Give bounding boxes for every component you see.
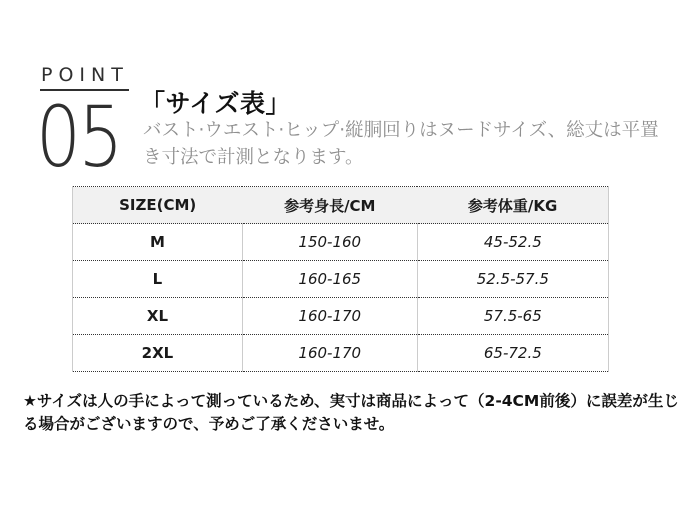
table-row (73, 261, 609, 298)
table-row (73, 224, 609, 261)
point-label: POINT (40, 66, 129, 91)
point-number: 05 (36, 88, 121, 186)
cell-height: 160-170 (242, 335, 417, 372)
column-header-weight: 参考体重/KG (417, 187, 608, 224)
cell-weight: 57.5-65 (417, 298, 608, 335)
measurement-disclaimer-line1: ★サイズは人の手によって測っているため、実寸は商品によって（2-4CM前後）に誤差が生じ (23, 392, 679, 410)
size-table-header-row (73, 187, 609, 224)
cell-weight: 52.5-57.5 (417, 261, 608, 298)
cell-size: M (73, 224, 243, 261)
cell-weight: 65-72.5 (417, 335, 608, 372)
measurement-disclaimer-line2: る場合がございますので、予めご了承くださいませ。 (23, 415, 395, 433)
cell-height: 160-170 (242, 298, 417, 335)
table-row (73, 335, 609, 372)
column-header-size: SIZE(CM) (73, 187, 243, 224)
cell-weight: 45-52.5 (417, 224, 608, 261)
cell-size: L (73, 261, 243, 298)
column-header-height: 参考身長/CM (242, 187, 417, 224)
section-description-line2: き寸法で計測となります。 (143, 147, 364, 168)
page-title: 「サイズ表」 (140, 89, 292, 118)
cell-height: 160-165 (242, 261, 417, 298)
cell-height: 150-160 (242, 224, 417, 261)
cell-size: 2XL (73, 335, 243, 372)
section-description-line1: バスト·ウエスト·ヒップ·縦胴回りはヌードサイズ、総丈は平置 (143, 120, 659, 141)
cell-size: XL (73, 298, 243, 335)
table-row (73, 298, 609, 335)
point-badge (36, 64, 137, 186)
section-description (143, 117, 688, 171)
size-table (72, 186, 609, 372)
size-table-container (72, 186, 609, 372)
measurement-disclaimer (23, 390, 693, 436)
